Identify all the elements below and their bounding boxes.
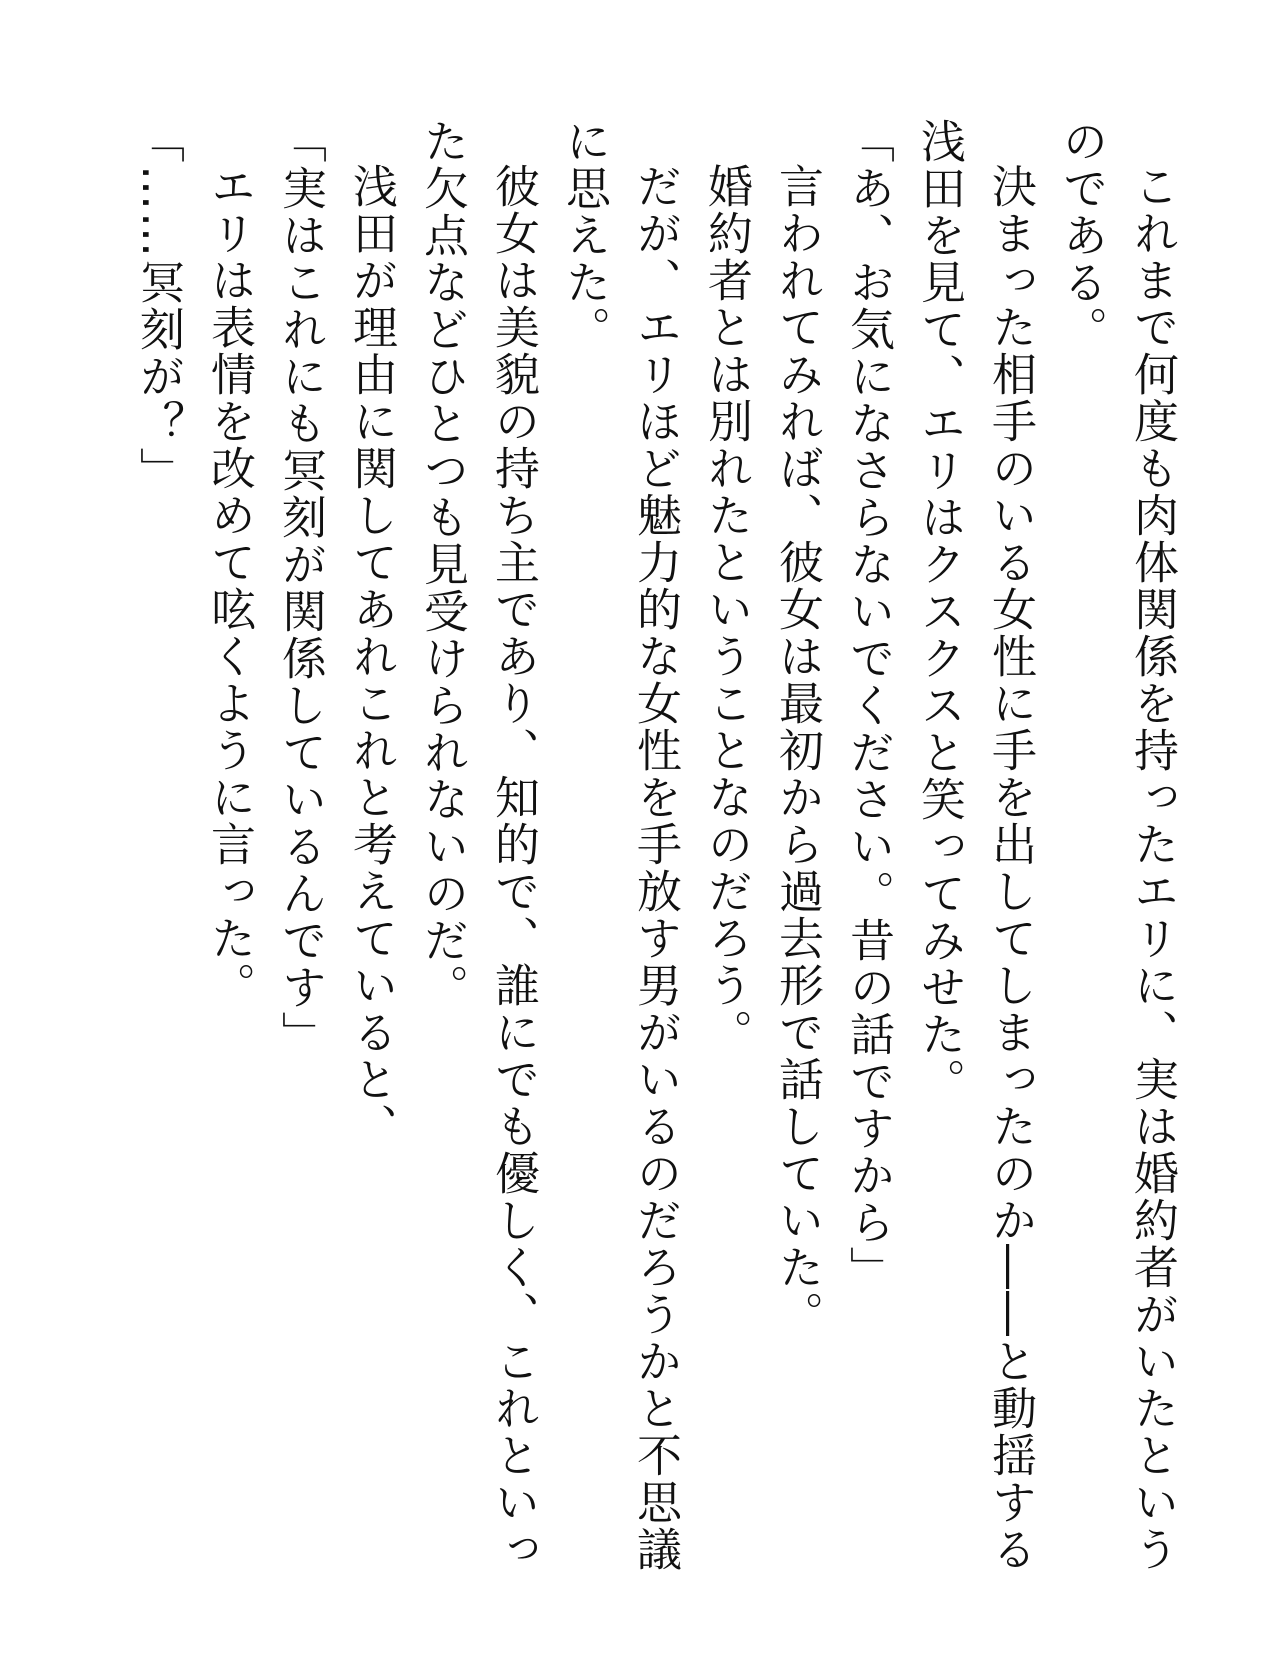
paragraph-1: これまで何度も肉体関係を持ったエリに、実は婚約者がいたというのである。 [1055, 118, 1179, 1573]
paragraph-5: 婚約者とは別れたということなのだろう。 [700, 163, 753, 1056]
paragraph-8: 浅田が理由に関してあれこれと考えていると、 [345, 163, 398, 1150]
paragraph-7: 彼女は美貌の持ち主であり、知的で、誰にでも優しく、これといった欠点などひとつも見受けられないのだ。 [416, 118, 540, 1573]
novel-text-body [123, 118, 1188, 1598]
paragraph-3-dialogue: 「あ、お気になさらないでください。昔の話ですから」 [842, 118, 895, 1293]
paragraph-11-dialogue: 「……冥刻が？」 [132, 118, 185, 494]
paragraph-9-dialogue: 「実はこれにも冥刻が関係しているんです」 [274, 118, 327, 1058]
paragraph-6: だが、エリほど魅力的な女性を手放す男がいるのだろうかと不思議に思えた。 [558, 118, 682, 1573]
paragraph-10: エリは表情を改めて呟くように言った。 [203, 163, 256, 1009]
paragraph-2: 決まった相手のいる女性に手を出してしまったのか――と動揺する浅田を見て、エリはクスクスと笑ってみせた。 [913, 118, 1037, 1573]
paragraph-4: 言われてみれば、彼女は最初から過去形で話していた。 [771, 163, 824, 1338]
